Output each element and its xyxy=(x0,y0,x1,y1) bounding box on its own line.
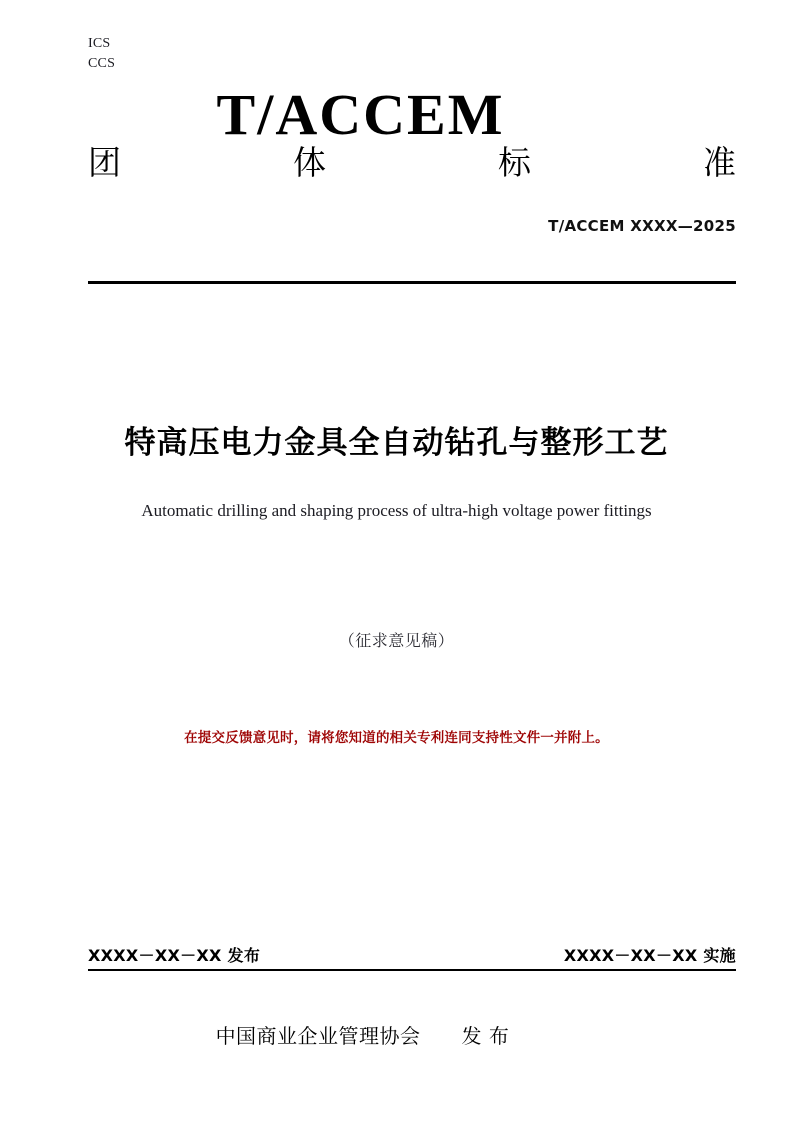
ccs-label: CCS xyxy=(88,56,116,72)
draft-status-label: （征求意见稿） xyxy=(338,631,455,650)
standard-type-char-2: 体 xyxy=(293,143,326,182)
standard-type-row xyxy=(88,143,736,182)
header-divider-rule xyxy=(88,281,736,284)
standard-number: T/ACCEM XXXX—2025 xyxy=(548,217,736,235)
issue-date: XXXX－XX－XX 发布 xyxy=(88,946,261,965)
dates-row xyxy=(88,943,736,966)
standard-type-char-1: 团 xyxy=(88,143,121,182)
ics-label: ICS xyxy=(88,36,111,51)
standard-type-char-3: 标 xyxy=(498,143,531,182)
patent-notice-text: 在提交反馈意见时，请将您知道的相关专利连同支持性文件一并附上。 xyxy=(184,730,609,746)
page-title-english: Automatic drilling and shaping process of ultra-high voltage power fittings xyxy=(141,501,652,520)
classification-block xyxy=(88,34,115,75)
implement-date: XXXX－XX－XX 实施 xyxy=(563,946,736,965)
publisher-name: 中国商业企业管理协会 发 布 xyxy=(215,1024,510,1048)
standard-type-char-4: 准 xyxy=(703,143,736,182)
page-title-chinese: 特高压电力金具全自动钻孔与整形工艺 xyxy=(124,425,669,461)
accem-logo: T/ACCEM xyxy=(216,82,505,147)
footer-divider-rule xyxy=(88,969,736,971)
